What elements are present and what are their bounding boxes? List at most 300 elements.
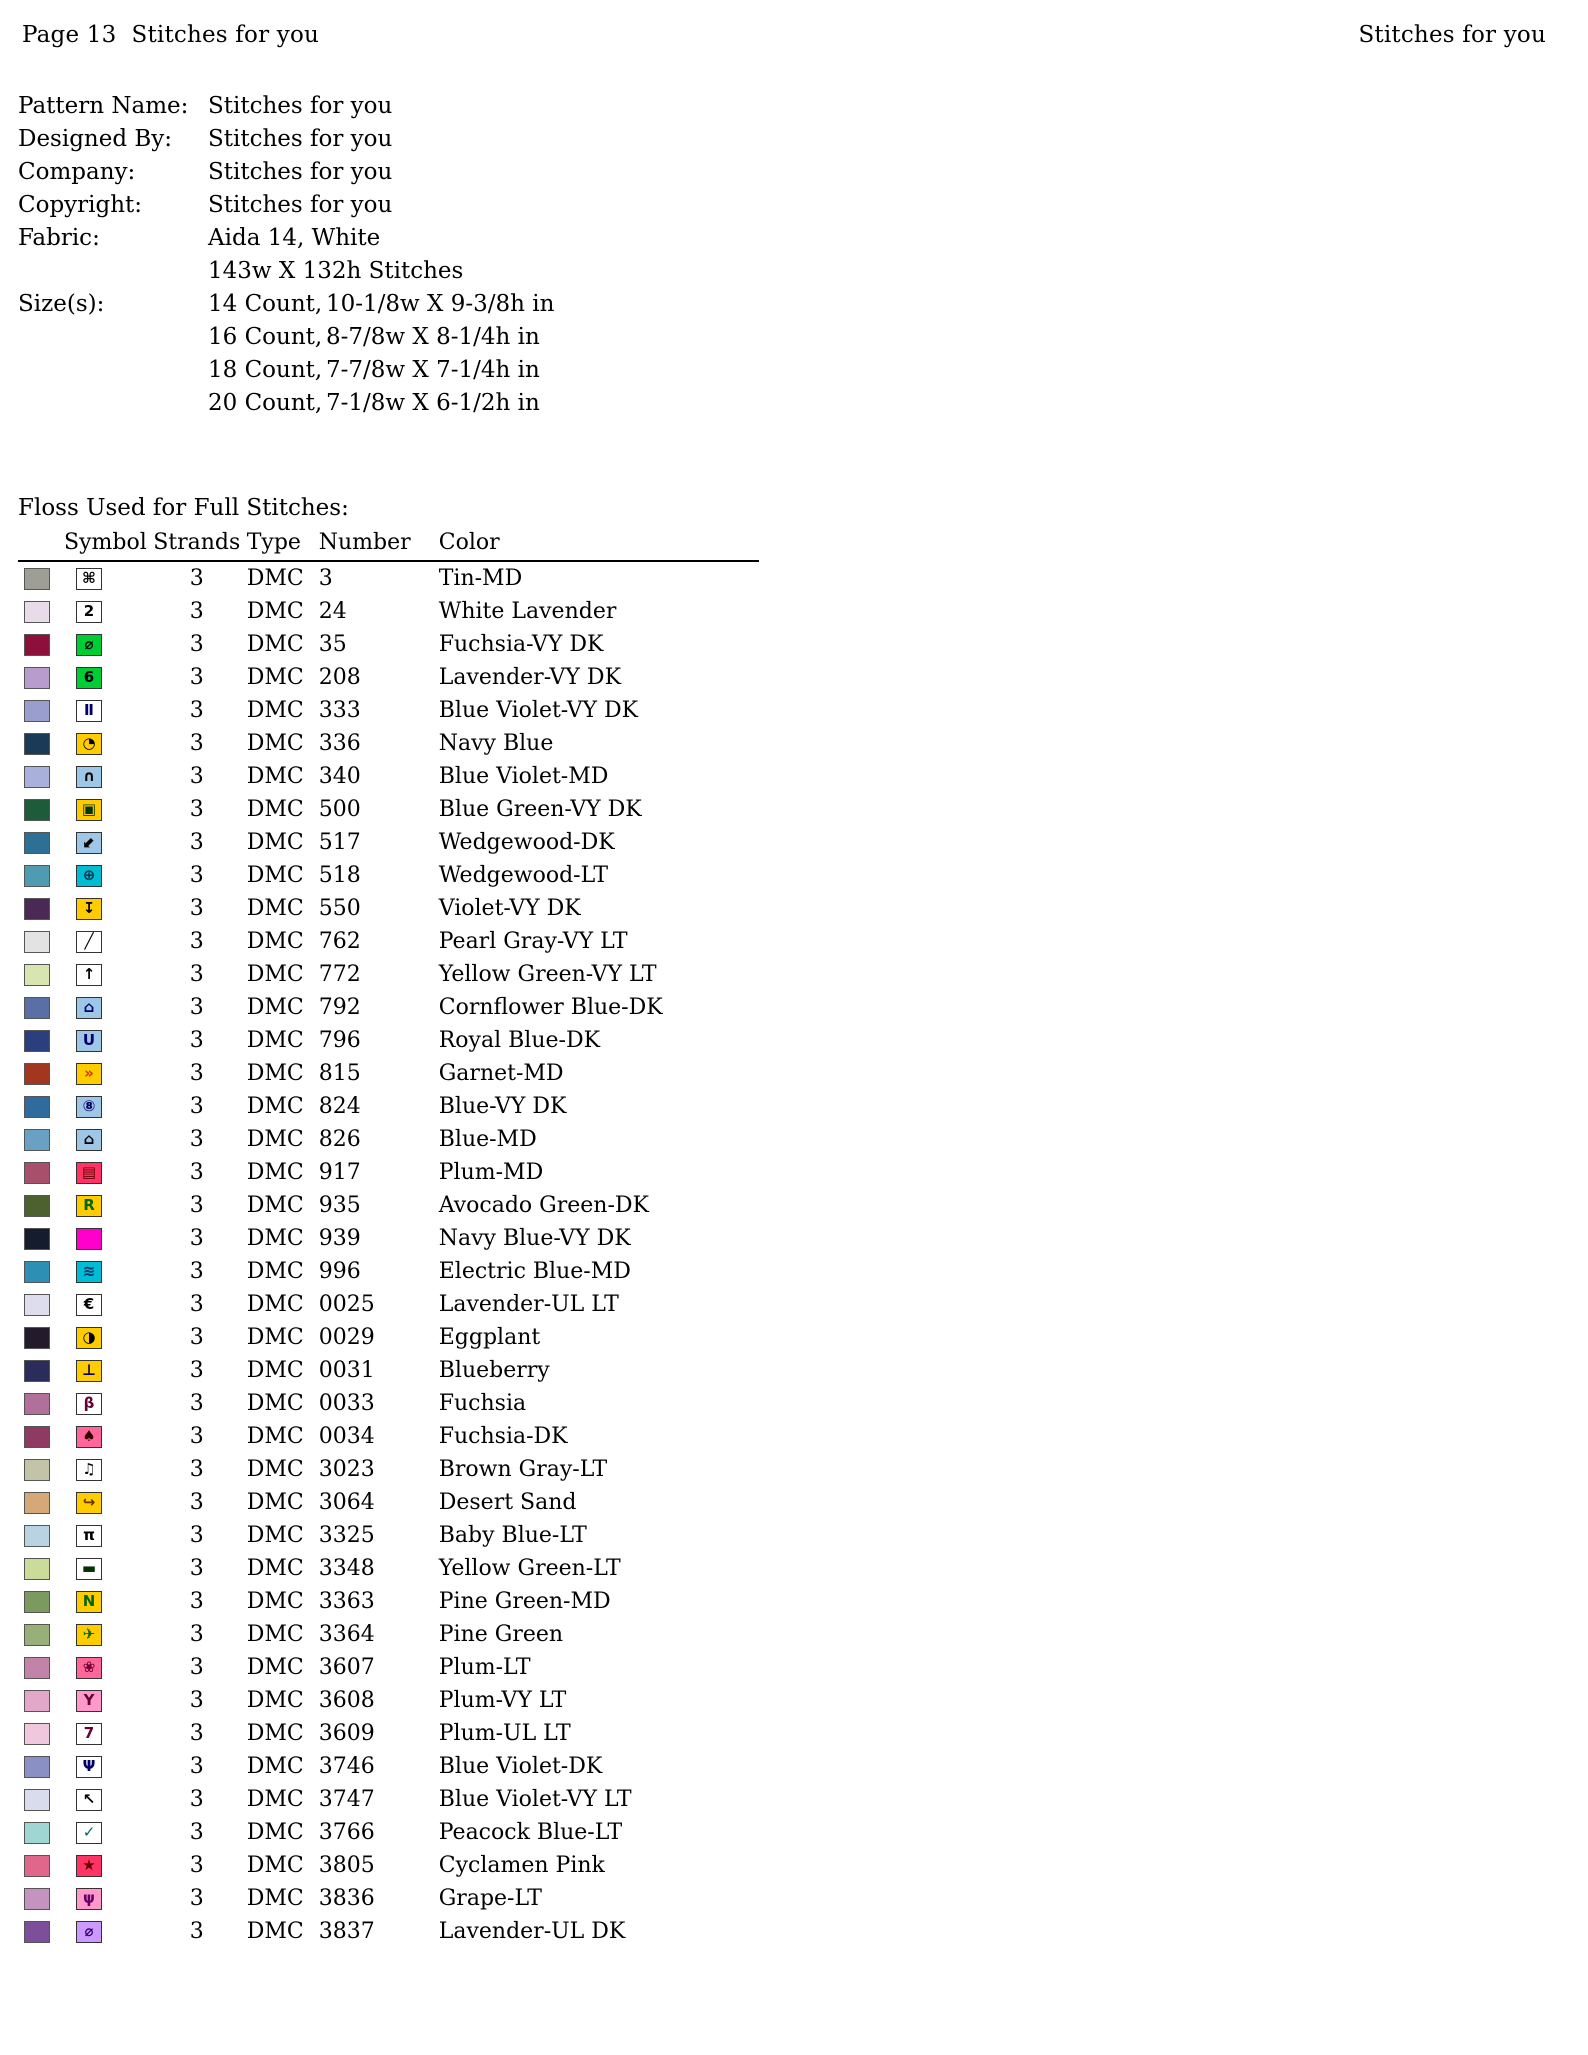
floss-number: 500 (318, 797, 361, 822)
floss-strands: 3 (189, 1457, 204, 1482)
table-row (18, 1453, 759, 1486)
floss-color-name: Blue Violet-VY LT (438, 1787, 632, 1812)
floss-symbol-cell (62, 1585, 147, 1618)
floss-symbol-cell (62, 1717, 147, 1750)
header-title: Stitches for you (1358, 22, 1546, 48)
floss-type: DMC (246, 929, 304, 954)
table-row (18, 1684, 759, 1717)
floss-color-swatch (18, 1684, 62, 1717)
table-row (18, 1552, 759, 1585)
floss-number: 3 (318, 566, 333, 591)
floss-symbol-cell (62, 1354, 147, 1387)
table-row (18, 1057, 759, 1090)
floss-number: 3064 (318, 1490, 375, 1515)
floss-symbol-cell (62, 628, 147, 661)
floss-symbol-cell (62, 760, 147, 793)
info-value: Aida 14, White (208, 225, 381, 251)
floss-strands: 3 (189, 797, 204, 822)
size-count: 20 Count, (208, 390, 323, 416)
swatch-box (24, 1657, 50, 1679)
floss-color-name: Baby Blue-LT (438, 1523, 587, 1548)
floss-type: DMC (246, 797, 304, 822)
floss-type: DMC (246, 1622, 304, 1647)
floss-symbol-cell (62, 1552, 147, 1585)
floss-symbol-cell (62, 1453, 147, 1486)
floss-symbol-cell (62, 1090, 147, 1123)
table-row (18, 1321, 759, 1354)
floss-type: DMC (246, 896, 304, 921)
floss-number: 3363 (318, 1589, 375, 1614)
floss-symbol-cell (62, 1420, 147, 1453)
floss-strands: 3 (189, 1721, 204, 1746)
floss-type: DMC (246, 566, 304, 591)
swatch-box (24, 931, 50, 953)
floss-symbol-cell (62, 1321, 147, 1354)
floss-symbol-cell (62, 1684, 147, 1717)
floss-symbol-cell (62, 1387, 147, 1420)
floss-color-swatch (18, 1321, 62, 1354)
stitch-symbol-icon: ≋ (76, 1261, 102, 1283)
stitch-symbol-icon: ⊕ (76, 865, 102, 887)
stitch-symbol-icon: ✓ (76, 1822, 102, 1844)
floss-strands: 3 (189, 566, 204, 591)
swatch-box (24, 1459, 50, 1481)
floss-strands: 3 (189, 863, 204, 888)
floss-symbol-cell (62, 1486, 147, 1519)
floss-strands: 3 (189, 1853, 204, 1878)
floss-symbol-cell (62, 793, 147, 826)
floss-number: 3766 (318, 1820, 375, 1845)
swatch-box (24, 1228, 50, 1250)
swatch-box (24, 1756, 50, 1778)
table-row (18, 1585, 759, 1618)
floss-number: 517 (318, 830, 361, 855)
floss-color-name: Fuchsia-DK (438, 1424, 568, 1449)
floss-color-swatch (18, 1618, 62, 1651)
floss-number: 815 (318, 1061, 361, 1086)
stitch-symbol-icon (76, 1228, 102, 1250)
floss-strands: 3 (189, 1490, 204, 1515)
floss-color-name: Lavender-UL LT (438, 1292, 619, 1317)
table-row (18, 1519, 759, 1552)
floss-symbol-cell (62, 1783, 147, 1816)
floss-color-name: Royal Blue-DK (438, 1028, 601, 1053)
floss-strands: 3 (189, 698, 204, 723)
floss-number: 336 (318, 731, 361, 756)
floss-type: DMC (246, 1787, 304, 1812)
stitch-symbol-icon: ⌂ (76, 1129, 102, 1151)
floss-type: DMC (246, 1391, 304, 1416)
floss-type: DMC (246, 1424, 304, 1449)
floss-section-title: Floss Used for Full Stitches: (18, 495, 349, 521)
floss-color-swatch (18, 694, 62, 727)
stitch-symbol-icon: ↪ (76, 1492, 102, 1514)
floss-color-swatch (18, 1486, 62, 1519)
column-header-symbol: Symbol (62, 530, 147, 561)
floss-color-name: White Lavender (438, 599, 617, 624)
floss-strands: 3 (189, 1424, 204, 1449)
floss-strands: 3 (189, 599, 204, 624)
floss-color-swatch (18, 1024, 62, 1057)
floss-color-name: Eggplant (438, 1325, 541, 1350)
stitch-symbol-icon: R (76, 1195, 102, 1217)
table-row (18, 727, 759, 760)
table-row (18, 1123, 759, 1156)
floss-strands: 3 (189, 1061, 204, 1086)
floss-color-name: Plum-MD (438, 1160, 544, 1185)
swatch-box (24, 634, 50, 656)
stitch-symbol-icon: ❀ (76, 1657, 102, 1679)
table-row (18, 1750, 759, 1783)
floss-number: 0034 (318, 1424, 375, 1449)
fabric-stitch-count: 143w X 132h Stitches (208, 258, 464, 284)
stitch-symbol-icon: 7 (76, 1723, 102, 1745)
floss-symbol-cell (62, 1255, 147, 1288)
swatch-box (24, 1822, 50, 1844)
stitch-symbol-icon: ▣ (76, 799, 102, 821)
floss-color-swatch (18, 892, 62, 925)
swatch-box (24, 1360, 50, 1382)
swatch-box (24, 667, 50, 689)
table-row (18, 859, 759, 892)
floss-symbol-cell (62, 991, 147, 1024)
floss-number: 0033 (318, 1391, 375, 1416)
floss-number: 518 (318, 863, 361, 888)
floss-number: 762 (318, 929, 361, 954)
column-header-number: Number (319, 530, 439, 561)
floss-symbol-cell (62, 1519, 147, 1552)
stitch-symbol-icon: U (76, 1030, 102, 1052)
floss-symbol-cell (62, 595, 147, 628)
floss-number: 3364 (318, 1622, 375, 1647)
floss-number: 3325 (318, 1523, 375, 1548)
floss-strands: 3 (189, 731, 204, 756)
floss-symbol-cell (62, 1882, 147, 1915)
floss-symbol-cell (62, 859, 147, 892)
floss-color-swatch (18, 1915, 62, 1948)
table-row (18, 1024, 759, 1057)
floss-symbol-cell (62, 925, 147, 958)
stitch-symbol-icon: π (76, 1525, 102, 1547)
floss-color-swatch (18, 1222, 62, 1255)
floss-color-name: Fuchsia (438, 1391, 527, 1416)
table-row (18, 1354, 759, 1387)
floss-type: DMC (246, 1160, 304, 1185)
floss-type: DMC (246, 1754, 304, 1779)
floss-symbol-cell (62, 1057, 147, 1090)
floss-color-swatch (18, 1783, 62, 1816)
swatch-box (24, 1888, 50, 1910)
pattern-info-block (18, 90, 554, 420)
floss-strands: 3 (189, 1259, 204, 1284)
stitch-symbol-icon: ♠ (76, 1426, 102, 1448)
floss-color-name: Grape-LT (438, 1886, 542, 1911)
swatch-box (24, 964, 50, 986)
floss-symbol-cell (62, 1156, 147, 1189)
floss-color-name: Navy Blue-VY DK (438, 1226, 631, 1251)
floss-color-name: Tin-MD (438, 566, 523, 591)
table-row (18, 1255, 759, 1288)
floss-symbol-cell (62, 1123, 147, 1156)
table-row (18, 628, 759, 661)
swatch-box (24, 568, 50, 590)
floss-type: DMC (246, 1919, 304, 1944)
info-row-copyright (18, 189, 554, 222)
column-header-swatch (18, 530, 62, 561)
floss-color-name: Blue Green-VY DK (438, 797, 642, 822)
stitch-symbol-icon: ⑧ (76, 1096, 102, 1118)
info-label: Designed By: (18, 126, 173, 152)
floss-color-swatch (18, 1420, 62, 1453)
size-count: 18 Count, (208, 357, 323, 383)
floss-strands: 3 (189, 665, 204, 690)
floss-color-swatch (18, 859, 62, 892)
stitch-symbol-icon: ⌂ (76, 997, 102, 1019)
floss-number: 772 (318, 962, 361, 987)
floss-symbol-cell (62, 1222, 147, 1255)
floss-number: 3837 (318, 1919, 375, 1944)
table-row (18, 892, 759, 925)
swatch-box (24, 1393, 50, 1415)
floss-strands: 3 (189, 1589, 204, 1614)
floss-strands: 3 (189, 1325, 204, 1350)
stitch-symbol-icon: ◑ (76, 1327, 102, 1349)
table-row (18, 1618, 759, 1651)
floss-number: 935 (318, 1193, 361, 1218)
floss-strands: 3 (189, 1358, 204, 1383)
info-label: Copyright: (18, 192, 143, 218)
floss-strands: 3 (189, 1160, 204, 1185)
floss-color-name: Electric Blue-MD (438, 1259, 631, 1284)
floss-color-swatch (18, 1090, 62, 1123)
floss-strands: 3 (189, 962, 204, 987)
floss-type: DMC (246, 1028, 304, 1053)
swatch-box (24, 898, 50, 920)
swatch-box (24, 1525, 50, 1547)
floss-color-swatch (18, 1750, 62, 1783)
swatch-box (24, 1195, 50, 1217)
size-row (208, 354, 554, 387)
floss-color-name: Fuchsia-VY DK (438, 632, 604, 657)
floss-symbol-cell (62, 1618, 147, 1651)
floss-strands: 3 (189, 1556, 204, 1581)
floss-type: DMC (246, 1886, 304, 1911)
floss-color-name: Cornflower Blue-DK (438, 995, 663, 1020)
floss-color-swatch (18, 628, 62, 661)
floss-type: DMC (246, 1061, 304, 1086)
stitch-symbol-icon: ◔ (76, 733, 102, 755)
swatch-box (24, 700, 50, 722)
floss-type: DMC (246, 1226, 304, 1251)
floss-strands: 3 (189, 1127, 204, 1152)
floss-number: 3746 (318, 1754, 375, 1779)
floss-strands: 3 (189, 1226, 204, 1251)
stitch-symbol-icon: Ψ (76, 1756, 102, 1778)
table-row (18, 1420, 759, 1453)
floss-type: DMC (246, 764, 304, 789)
stitch-symbol-icon: ↑ (76, 964, 102, 986)
floss-color-swatch (18, 958, 62, 991)
table-row (18, 1849, 759, 1882)
swatch-box (24, 1063, 50, 1085)
size-dimension: 7-1/8w X 6-1/2h in (326, 390, 540, 416)
floss-type: DMC (246, 1193, 304, 1218)
floss-symbol-cell (62, 1288, 147, 1321)
table-row (18, 694, 759, 727)
floss-number: 939 (318, 1226, 361, 1251)
stitch-symbol-icon: 6 (76, 667, 102, 689)
floss-strands: 3 (189, 1820, 204, 1845)
floss-type: DMC (246, 1721, 304, 1746)
swatch-box (24, 799, 50, 821)
floss-strands: 3 (189, 896, 204, 921)
floss-number: 3023 (318, 1457, 375, 1482)
table-row (18, 1222, 759, 1255)
swatch-box (24, 1690, 50, 1712)
swatch-box (24, 997, 50, 1019)
floss-symbol-cell (62, 661, 147, 694)
floss-number: 996 (318, 1259, 361, 1284)
info-label: Fabric: (18, 225, 100, 251)
table-row (18, 595, 759, 628)
floss-type: DMC (246, 1292, 304, 1317)
floss-type: DMC (246, 731, 304, 756)
floss-strands: 3 (189, 1028, 204, 1053)
stitch-symbol-icon: ♫ (76, 1459, 102, 1481)
floss-number: 3805 (318, 1853, 375, 1878)
floss-type: DMC (246, 1655, 304, 1680)
floss-color-name: Lavender-VY DK (438, 665, 622, 690)
floss-number: 208 (318, 665, 361, 690)
floss-number: 3607 (318, 1655, 375, 1680)
floss-color-name: Wedgewood-LT (438, 863, 609, 888)
info-row-designed-by (18, 123, 554, 156)
floss-color-name: Desert Sand (438, 1490, 577, 1515)
swatch-box (24, 601, 50, 623)
floss-symbol-cell (62, 727, 147, 760)
table-row (18, 1717, 759, 1750)
floss-number: 24 (318, 599, 347, 624)
stitch-symbol-icon: ∩ (76, 766, 102, 788)
floss-color-swatch (18, 1882, 62, 1915)
floss-type: DMC (246, 665, 304, 690)
info-row-pattern-name (18, 90, 554, 123)
floss-type: DMC (246, 962, 304, 987)
swatch-box (24, 1030, 50, 1052)
table-row (18, 793, 759, 826)
table-row (18, 661, 759, 694)
floss-color-swatch (18, 1816, 62, 1849)
page-header (22, 22, 1566, 48)
floss-strands: 3 (189, 830, 204, 855)
floss-color-name: Peacock Blue-LT (438, 1820, 623, 1845)
floss-color-swatch (18, 1123, 62, 1156)
swatch-box (24, 766, 50, 788)
floss-number: 0031 (318, 1358, 375, 1383)
floss-color-swatch (18, 595, 62, 628)
floss-color-name: Blueberry (438, 1358, 550, 1383)
swatch-box (24, 1723, 50, 1745)
floss-type: DMC (246, 1358, 304, 1383)
floss-number: 3836 (318, 1886, 375, 1911)
stitch-symbol-icon: ⊥ (76, 1360, 102, 1382)
floss-number: 0029 (318, 1325, 375, 1350)
size-row (208, 321, 554, 354)
floss-color-name: Plum-LT (438, 1655, 531, 1680)
floss-type: DMC (246, 1127, 304, 1152)
table-row (18, 1915, 759, 1948)
floss-color-swatch (18, 925, 62, 958)
floss-symbol-cell (62, 1849, 147, 1882)
size-dimension: 10-1/8w X 9-3/8h in (326, 291, 555, 317)
swatch-box (24, 1327, 50, 1349)
floss-color-swatch (18, 1453, 62, 1486)
floss-type: DMC (246, 1259, 304, 1284)
floss-color-name: Wedgewood-DK (438, 830, 615, 855)
stitch-symbol-icon: β (76, 1393, 102, 1415)
floss-number: 3348 (318, 1556, 375, 1581)
size-count: 14 Count, (208, 291, 323, 317)
floss-type: DMC (246, 1556, 304, 1581)
floss-symbol-cell (62, 694, 147, 727)
table-row (18, 1783, 759, 1816)
stitch-symbol-icon: » (76, 1063, 102, 1085)
info-value: Stitches for you (208, 93, 393, 119)
stitch-symbol-icon: ╱ (76, 931, 102, 953)
table-row (18, 1651, 759, 1684)
size-dimension: 7-7/8w X 7-1/4h in (326, 357, 540, 383)
floss-number: 826 (318, 1127, 361, 1152)
floss-table (18, 530, 759, 1948)
stitch-symbol-icon: Ⅱ (76, 700, 102, 722)
floss-color-swatch (18, 991, 62, 1024)
stitch-symbol-icon: ⌀ (76, 1921, 102, 1943)
floss-number: 550 (318, 896, 361, 921)
info-value: Stitches for you (208, 159, 393, 185)
stitch-symbol-icon: ⬋ (76, 832, 102, 854)
floss-color-name: Blue Violet-DK (438, 1754, 603, 1779)
floss-color-swatch (18, 1651, 62, 1684)
floss-color-swatch (18, 661, 62, 694)
floss-color-name: Navy Blue (438, 731, 554, 756)
floss-color-name: Blue Violet-MD (438, 764, 609, 789)
floss-color-swatch (18, 1354, 62, 1387)
floss-symbol-cell (62, 1816, 147, 1849)
floss-type: DMC (246, 863, 304, 888)
floss-color-name: Avocado Green-DK (438, 1193, 649, 1218)
table-row (18, 1816, 759, 1849)
info-value: Stitches for you (208, 126, 393, 152)
floss-number: 917 (318, 1160, 361, 1185)
floss-color-name: Violet-VY DK (438, 896, 581, 921)
floss-color-name: Yellow Green-VY LT (438, 962, 657, 987)
floss-color-name: Plum-VY LT (438, 1688, 567, 1713)
floss-symbol-cell (62, 958, 147, 991)
column-header-type: Type (247, 530, 319, 561)
floss-type: DMC (246, 830, 304, 855)
swatch-box (24, 1129, 50, 1151)
swatch-box (24, 1096, 50, 1118)
swatch-box (24, 1855, 50, 1877)
floss-strands: 3 (189, 1622, 204, 1647)
table-row (18, 1387, 759, 1420)
stitch-symbol-icon: € (76, 1294, 102, 1316)
floss-color-swatch (18, 1189, 62, 1222)
floss-color-swatch (18, 1519, 62, 1552)
floss-type: DMC (246, 1490, 304, 1515)
stitch-symbol-icon: ↧ (76, 898, 102, 920)
floss-table-header (18, 530, 759, 561)
